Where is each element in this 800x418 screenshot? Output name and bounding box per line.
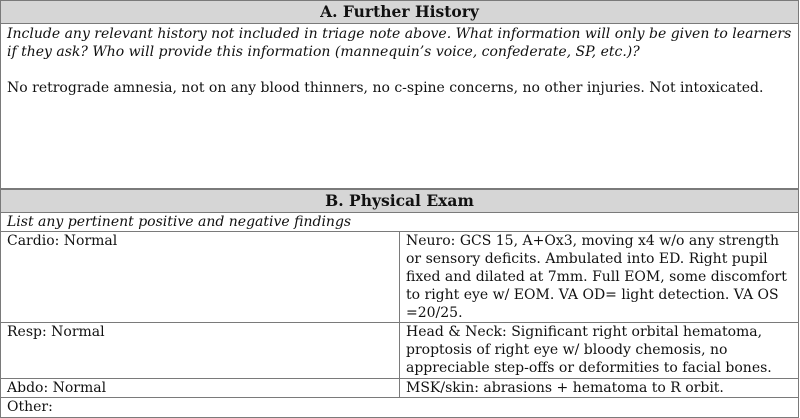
further-history-header: A. Further History <box>1 1 799 24</box>
exam-cardio: Cardio: Normal <box>1 232 400 323</box>
exam-neuro: Neuro: GCS 15, A+Ox3, moving x4 w/o any strength or sensory deficits. Ambulated into ED. Right pupil fixed and dilated at 7mm. Full EOM, some discomfort to right eye w/ EOM. VA OD= light detection. VA OS =20/25. <box>400 232 799 323</box>
further-history-content: No retrograde amnesia, not on any blood thinners, no c-spine concerns, no other injuries. Not intoxicated. <box>7 80 764 96</box>
physical-exam-table <box>0 189 799 418</box>
exam-head-neck: Head & Neck: Significant right orbital hematoma, proptosis of right eye w/ bloody chemosis, no appreciable step-offs or deformities to facial bones. <box>400 323 799 379</box>
exam-other: Other: <box>1 398 799 418</box>
physical-exam-header: B. Physical Exam <box>1 190 799 213</box>
exam-resp: Resp: Normal <box>1 323 400 379</box>
history-table <box>0 0 799 189</box>
further-history-instructions: Include any relevant history not included in triage note above. What information will only be given to learners if they ask? Who will provide this information (mannequin’s voice, confederate, SP, etc.)? <box>7 26 792 60</box>
physical-exam-instructions: List any pertinent positive and negative findings <box>1 213 799 232</box>
exam-abdo: Abdo: Normal <box>1 379 400 398</box>
exam-msk-skin: MSK/skin: abrasions + hematoma to R orbit. <box>400 379 799 398</box>
further-history-cell <box>1 24 799 189</box>
